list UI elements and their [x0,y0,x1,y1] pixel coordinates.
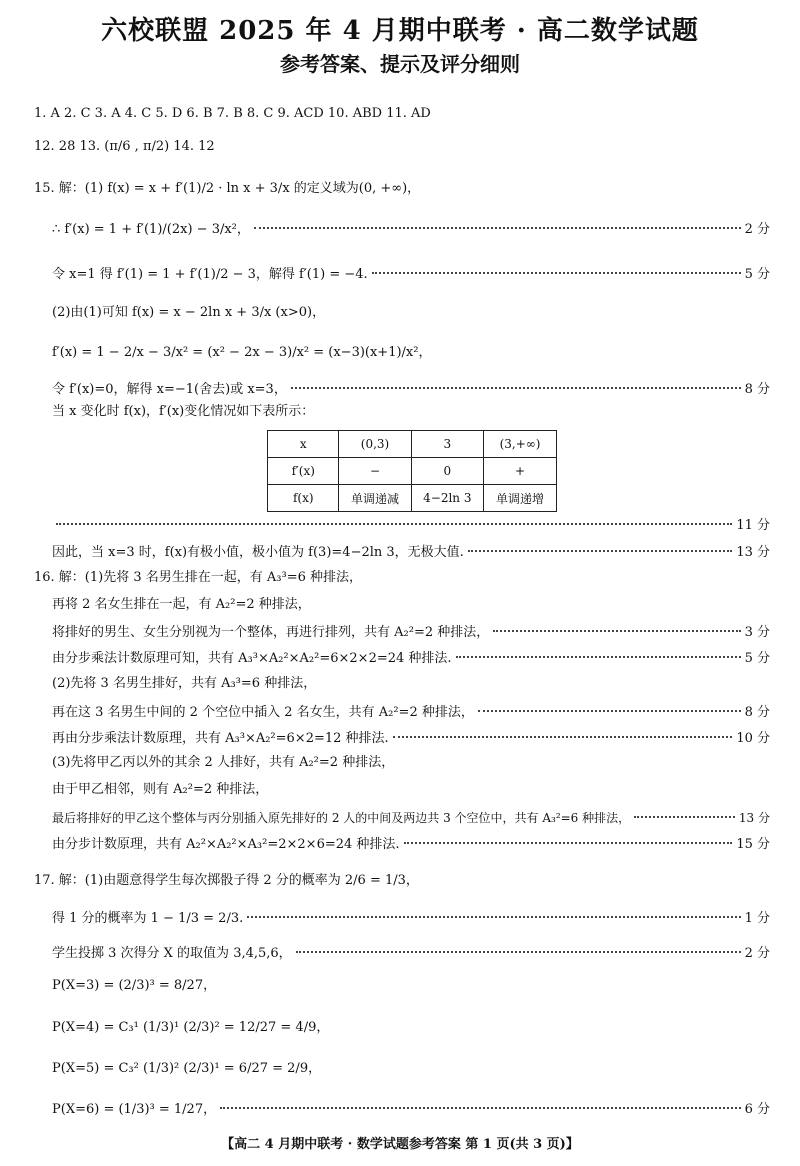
q17-line-1: 得 1 分的概率为 1 − 1/3 = 2/3. 1 分 [52,906,770,928]
table-cell: (3,+∞) [484,431,557,458]
table-cell: − [339,458,411,485]
q16-line-8: 由于甲乙相邻，则有 A₂²=2 种排法， [52,782,269,797]
page-subtitle: 参考答案、提示及评分细则 [280,52,520,76]
q15-line-1: ∴ f′(x) = 1 + f′(1)/(2x) − 3/x²， 2 分 [52,217,770,239]
q16-line-7: (3)先将甲乙丙以外的其余 2 人排好，共有 A₂²=2 种排法， [52,755,395,770]
q17-line-6: P(X=6) = (1/3)³ = 1/27， 6 分 [52,1097,770,1119]
q16-line-2: 将排好的男生、女生分别视为一个整体，再进行排列，共有 A₂²=2 种排法， 3 分 [52,620,770,642]
q16-line-4: (2)先将 3 名男生排好，共有 A₃³=6 种排法， [52,676,317,691]
table-cell: x [268,431,339,458]
table-cell: 4−2ln 3 [411,485,484,512]
q17-line-5: P(X=5) = C₃² (1/3)² (2/3)¹ = 6/27 = 2/9， [52,1061,322,1076]
q17-line-4: P(X=4) = C₃¹ (1/3)¹ (2/3)² = 12/27 = 4/9， [52,1020,330,1035]
q17-line-3: P(X=3) = (2/3)³ = 8/27， [52,978,217,993]
q15-line-4: f′(x) = 1 − 2/x − 3/x² = (x² − 2x − 3)/x² = (x−3)(x+1)/x²， [52,345,432,360]
q16-line-10: 由分步计数原理，共有 A₂²×A₂²×A₃²=2×2×6=24 种排法. 15 分 [52,832,770,854]
q16-line-6: 再由分步乘法计数原理，共有 A₃³×A₂²=6×2=12 种排法. 10 分 [52,726,770,748]
table-row [268,458,557,485]
answers-line-2: 12. 28 13. (π/6 , π/2) 14. 12 [34,139,215,154]
q16-line-3: 由分步乘法计数原理可知，共有 A₃³×A₂²×A₂²=6×2×2=24 种排法. 5 分 [52,646,770,668]
page-title: 六校联盟 2025 年 4 月期中联考 · 高二数学试题 [101,16,699,46]
table-cell: f(x) [268,485,339,512]
table-cell: + [484,458,557,485]
q16-line-9: 最后将排好的甲乙这个整体与丙分别插入原先排好的 2 人的中间及两边共 3 个空位中，共有 A₃²=6 种排法， 13 分 [52,806,770,828]
table-cell: 单调递减 [339,485,411,512]
table-cell: 单调递增 [484,485,557,512]
q15-line-5: 令 f′(x)=0，解得 x=−1(舍去)或 x=3， 8 分 [52,377,770,399]
q16-line-5: 再在这 3 名男生中间的 2 个空位中插入 2 名女生，共有 A₂²=2 种排法， 8 分 [52,700,770,722]
q17-line-2: 学生投掷 3 次得分 X 的取值为 3,4,5,6， 2 分 [52,941,770,963]
variation-table [267,430,557,512]
answers-line-1: 1. A 2. C 3. A 4. C 5. D 6. B 7. B 8. C 9. ACD 10. ABD 11. AD [34,106,431,121]
q15-line-6: 当 x 变化时 f(x)，f′(x)变化情况如下表所示： [52,404,315,419]
table-cell: f′(x) [268,458,339,485]
table-row [268,485,557,512]
q15-line-2: 令 x=1 得 f′(1) = 1 + f′(1)/2 − 3，解得 f′(1) = −4. 5 分 [52,262,770,284]
table-row [268,431,557,458]
table-cell: 3 [411,431,484,458]
q17-line-0: 17. 解：(1)由题意得学生每次掷骰子得 2 分的概率为 2/6 = 1/3， [34,873,419,888]
q15-line-7: 11 分 [52,513,770,535]
q15-line-8: 因此，当 x=3 时，f(x)有极小值，极小值为 f(3)=4−2ln 3，无极大值. 13 分 [52,540,770,562]
table-cell: 0 [411,458,484,485]
q16-line-1: 再将 2 名女生排在一起，有 A₂²=2 种排法， [52,597,311,612]
q16-line-0: 16. 解：(1)先将 3 名男生排在一起，有 A₃³=6 种排法， [34,570,362,585]
table-cell: (0,3) [339,431,411,458]
q15-line-3: (2)由(1)可知 f(x) = x − 2ln x + 3/x (x>0)， [52,305,326,320]
q15-line-0: 15. 解：(1) f(x) = x + f′(1)/2 · ln x + 3/x 的定义域为(0, +∞)， [34,181,421,196]
page-footer: 【高二 4 月期中联考 · 数学试题参考答案 第 1 页(共 3 页)】 [221,1137,579,1152]
